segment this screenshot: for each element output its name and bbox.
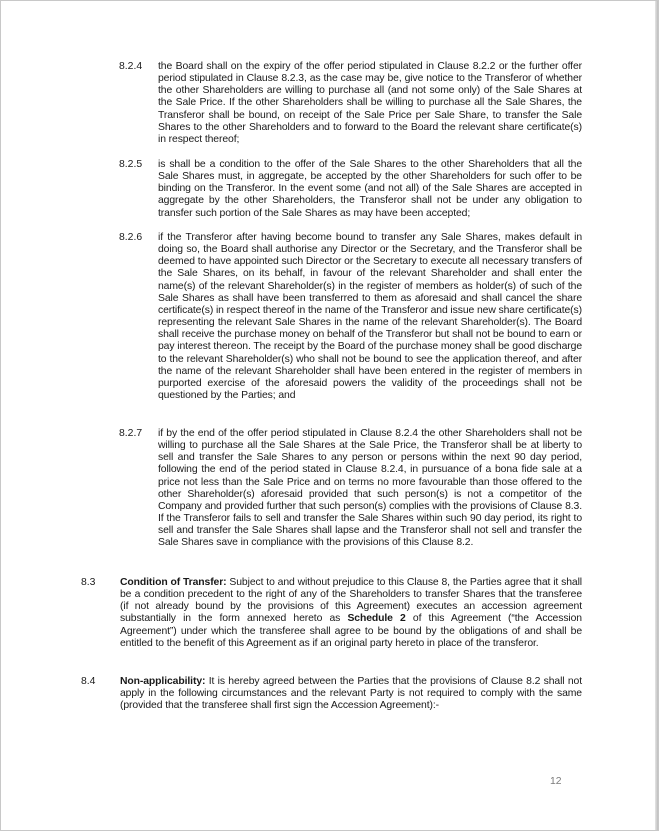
clause-number-8-2-4: 8.2.4 — [119, 61, 143, 72]
clause-8-2-6-text: if the Transferor after having become bound to transfer any Sale Shares, makes default in doing so, the Board shall authorise any Director or the Secretary, and the Transferor shall be deemed to have appointed such Director or the Secretary to execute all necessary transfers of the Sale Shares, on its behalf, in favour of the relevant Shareholder and shall enter the name(s) of the relevant Shareholder(s) in the register of members as holder(s) of such of the Sale Shares as shall have been transferred to them as aforesaid and shall cancel the share certificate(s) in respect thereof in the name of the Transferor and issue new share certificate(s) representing the relevant Sale Shares in the name of the relevant Shareholder(s). The Board shall receive the purchase money on behalf of the Transferor but shall not be bound to earn or pay interest thereon. The receipt by the Board of the purchase money shall be good discharge to the relevant Shareholder(s) who shall not be bound to see the application thereof, and after the name of the relevant Shareholder shall have been entered in the register of members in purported exercise of the aforesaid powers the validity of the proceedings shall not be questioned by the Parties; and — [158, 232, 582, 402]
clause-number-8-4: 8.4 — [81, 676, 96, 687]
clause-number-8-2-7: 8.2.7 — [119, 428, 143, 439]
clause-8-4-heading: Non-applicability: — [120, 676, 206, 687]
clause-8-3-body-end: of this Agreement (“the Accession Agreement”) under which the transferee shall agree to be bound by the obligations of and shall be entitled to the benefit of this Agreement as if an original party hereto in place of the transferor. — [120, 613, 582, 649]
clause-number-8-2-6: 8.2.6 — [119, 232, 143, 243]
clause-8-4-body: It is hereby agreed between the Parties that the provisions of Clause 8.2 shall not apply in the following circumstances and the relevant Party is not required to comply with the same (provided that the transferee shall first sign the Accession Agreement):- — [120, 676, 582, 712]
clause-8-2-5-text: is shall be a condition to the offer of the Sale Shares to the other Shareholders that all the Sale Shares must, in aggregate, be accepted by the other Shareholders for such offer to be binding on the Transferor. In the event some (and not all) of the Sale Shares are accepted in aggregate by the other Shareholders, the Transferor shall not be under any obligation to transfer such portion of the Sale Shares as may have been accepted; — [158, 159, 582, 219]
clause-8-4-text — [120, 676, 582, 712]
page-number: 12 — [550, 776, 562, 787]
clause-8-3-text — [120, 577, 582, 650]
schedule-2-reference: Schedule 2 — [347, 613, 406, 625]
clause-number-8-3: 8.3 — [81, 577, 96, 588]
clause-8-3-heading: Condition of Transfer: — [120, 577, 227, 588]
clause-8-3-body-start: Subject to and without prejudice to this Clause 8, the Parties agree that it shall be a condition precedent to the right of any of the Shareholders to transfer Shares that the transferee (if not already bound by the provisions of this Agreement) executes an accession agreement substantially in the form annexed hereto as — [120, 577, 582, 625]
clause-number-8-2-5: 8.2.5 — [119, 159, 143, 170]
clause-8-2-7-text: if by the end of the offer period stipulated in Clause 8.2.4 the other Shareholders shall not be willing to purchase all the Sale Shares at the Sale Price, the Transferor shall be at liberty to sell and transfer the Sale Shares to any person or persons within the next 90 day period, following the end of the period stated in Clause 8.2.4, in pursuance of a bona fide sale at a price not less than the Sale Price and on terms no more favourable than those offered to the other Shareholder(s) aforesaid provided that such person(s) is not a competitor of the Company and provided further that such person(s) complies with the provisions of Clause 8.3. If the Transferor fails to sell and transfer the Sale Shares within such 90 day period, its right to sell and transfer the Sale Shares shall lapse and the Transferor shall not sell and transfer the Sale Shares save in compliance with the provisions of this Clause 8.2. — [158, 428, 582, 549]
clause-8-2-4-text: the Board shall on the expiry of the offer period stipulated in Clause 8.2.2 or the further offer period stipulated in Clause 8.2.3, as the case may be, give notice to the Transferor of whether the other Shareholders are willing to purchase all (and not some only) of the Sale Shares at the Sale Price. If the other Shareholders shall be willing to purchase all the Sale Shares, the Transferor shall be bound, on receipt of the Sale Price per Sale Share, to transfer the Sale Shares to the other Shareholders and to forward to the Board the relevant share certificate(s) in respect thereof; — [158, 61, 582, 145]
